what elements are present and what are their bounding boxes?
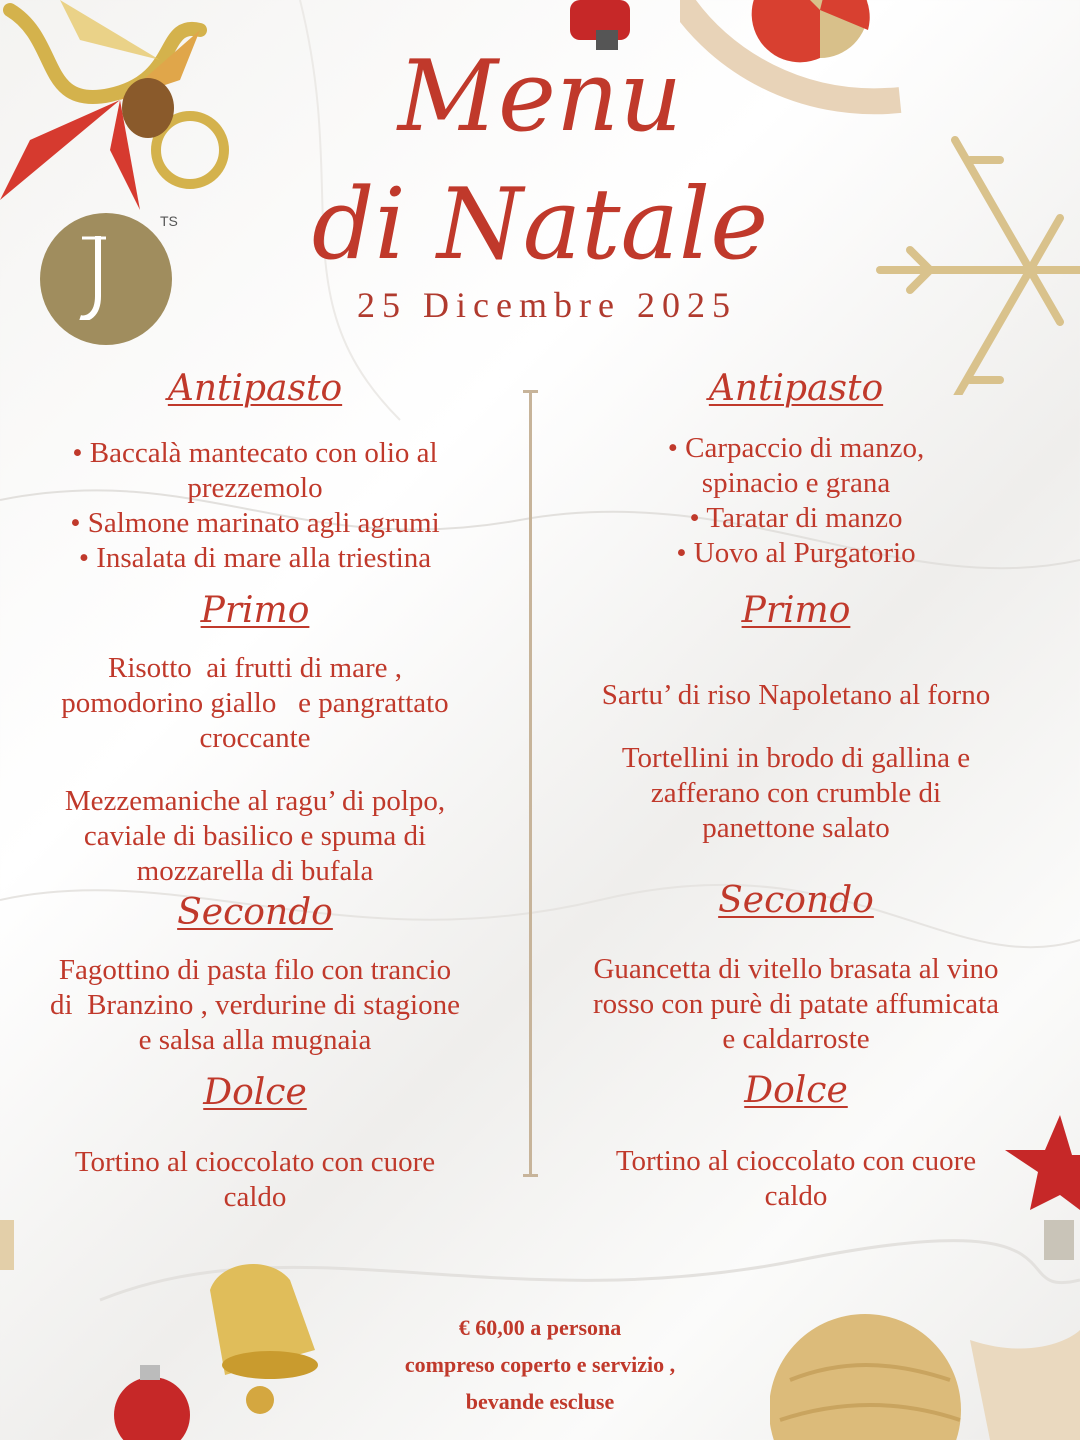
menu-column-left [10, 0, 500, 1300]
list-item: • Salmone marinato agli agrumi [70, 507, 440, 539]
list-item: caldo [764, 1180, 828, 1212]
logo-trademark: TS [160, 213, 178, 229]
antipasto-heading: Antipasto [167, 368, 343, 409]
list-item: • Insalata di mare alla triestina [78, 542, 432, 574]
list-item: Sartu’ di riso Napoletano al forno [601, 679, 991, 711]
list-item: • Uovo al Purgatorio [676, 537, 916, 569]
primo-list [556, 678, 1036, 846]
list-item: Mezzemaniche al ragu’ di polpo, [64, 785, 446, 817]
menu-subtitle: di Natale [311, 168, 769, 282]
list-item: caviale di basilico e spuma di [83, 820, 427, 852]
primo-heading: Primo [741, 590, 851, 631]
antipasto-list [556, 431, 1036, 571]
list-item: panettone salato [702, 812, 890, 844]
list-item: e salsa alla mugnaia [138, 1024, 372, 1056]
list-item: rosso con purè di patate affumicata [592, 988, 1000, 1020]
antipasto-heading: Antipasto [708, 368, 884, 409]
list-item: prezzemolo [187, 472, 323, 504]
column-divider [529, 390, 532, 1177]
list-item: • Baccalà mantecato con olio al [72, 437, 438, 469]
list-item: croccante [199, 722, 311, 754]
menu-title: Menu [397, 40, 683, 154]
list-item: Risotto ai frutti di mare , [108, 652, 402, 684]
primo-heading: Primo [200, 590, 310, 631]
price-note [340, 1309, 740, 1420]
list-item: caldo [223, 1181, 287, 1213]
list-item: zafferano con crumble di [650, 777, 942, 809]
secondo-heading: Secondo [177, 892, 333, 933]
dolce-heading: Dolce [203, 1072, 307, 1113]
secondo-list [10, 953, 500, 1058]
price-excludes: bevande escluse [465, 1389, 615, 1414]
list-item: • Carpaccio di manzo, [667, 432, 925, 464]
menu-column-right [556, 0, 1036, 1300]
antipasto-list [10, 436, 500, 576]
list-item: Tortino al cioccolato con cuore [615, 1145, 977, 1177]
list-item: mozzarella di bufala [136, 855, 374, 887]
primo-list [10, 651, 500, 889]
list-item: Fagottino di pasta filo con trancio [58, 954, 452, 986]
gold-ornament-bottom-right [770, 1300, 1080, 1440]
event-date: 25 Dicembre 2025 [357, 285, 737, 325]
list-item: • Taratar di manzo [689, 502, 903, 534]
list-item: Tortellini in brodo di gallina e [621, 742, 971, 774]
list-item: Tortino al cioccolato con cuore [74, 1146, 436, 1178]
secondo-list [556, 952, 1036, 1057]
secondo-heading: Secondo [718, 880, 874, 921]
list-item: spinacio e grana [701, 467, 891, 499]
list-item: Guancetta di vitello brasata al vino [593, 953, 999, 985]
dolce-list [10, 1145, 500, 1215]
dolce-heading: Dolce [744, 1070, 848, 1111]
price-amount: € 60,00 a persona [458, 1315, 622, 1340]
list-item: pomodorino giallo e pangrattato [61, 687, 449, 719]
price-includes: compreso coperto e servizio , [404, 1352, 676, 1377]
list-item: e caldarroste [722, 1023, 870, 1055]
list-item: di Branzino , verdurine di stagione [50, 989, 460, 1021]
dolce-list [556, 1144, 1036, 1214]
